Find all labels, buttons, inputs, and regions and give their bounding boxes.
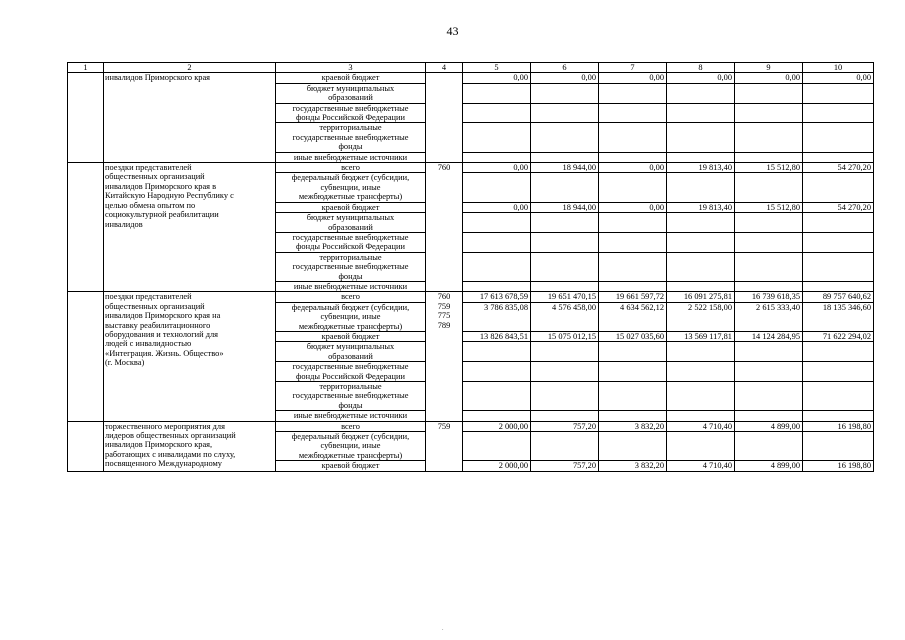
funding-source (276, 163, 426, 173)
column-number-6: 6 (531, 63, 599, 73)
amount-col-7 (599, 173, 667, 202)
funding-source-line: краевой бюджет (321, 202, 380, 212)
amount-col-10 (803, 213, 874, 233)
amount-col-8: 19 813,40 (667, 163, 735, 173)
amount-col-9: 15 512,80 (735, 163, 803, 173)
amount-col-6 (531, 342, 599, 362)
funding-source (276, 83, 426, 103)
funding-source-line: иные внебюджетные источники (293, 152, 408, 162)
description-line: инвалидов Приморского края в (105, 181, 217, 191)
amount-col-8: 4 710,40 (667, 421, 735, 431)
amount-col-5 (463, 123, 531, 152)
amount-col-7 (599, 432, 667, 461)
amount-col-9 (735, 152, 803, 162)
amount-col-7 (599, 123, 667, 152)
amount-col-7: 0,00 (599, 73, 667, 83)
amount-col-7 (599, 342, 667, 362)
funding-source-line: краевой бюджет (321, 461, 380, 471)
amount-col-6 (531, 152, 599, 162)
amount-col-7 (599, 281, 667, 291)
amount-col-5: 0,00 (463, 202, 531, 212)
amount-col-8 (667, 252, 735, 281)
amount-col-8: 19 813,40 (667, 202, 735, 212)
funding-source (276, 342, 426, 362)
amount-col-8 (667, 213, 735, 233)
amount-col-7 (599, 252, 667, 281)
funding-source-line: федеральный бюджет (субсидии, (291, 432, 410, 442)
amount-col-5 (463, 173, 531, 202)
description-line: целью обмена опытом по (105, 200, 196, 210)
row-number-cell (68, 292, 104, 421)
amount-col-10: 54 270,20 (803, 163, 874, 173)
funding-source (276, 362, 426, 382)
table-row (68, 421, 874, 431)
amount-col-10 (803, 152, 874, 162)
funding-source-line: государственные внебюджетные (292, 262, 409, 272)
amount-col-8: 0,00 (667, 73, 735, 83)
amount-col-8 (667, 362, 735, 382)
funding-source (276, 432, 426, 461)
budget-code-cell (426, 292, 463, 421)
table-row (68, 163, 874, 173)
amount-col-9: 14 124 284,95 (735, 331, 803, 341)
funding-source-line: субвенции, иные (320, 182, 381, 192)
amount-col-9: 0,00 (735, 73, 803, 83)
amount-col-10: 0,00 (803, 73, 874, 83)
amount-col-10: 16 198,80 (803, 461, 874, 471)
funding-source-line: межбюджетные трансферты) (298, 192, 403, 202)
funding-source-line: бюджет муниципальных (306, 342, 395, 352)
funding-source-line: государственные внебюджетные (292, 132, 409, 142)
description-line: инвалидов (105, 219, 143, 229)
measure-description (104, 421, 276, 471)
budget-code-cell (426, 163, 463, 292)
amount-col-6: 19 651 470,15 (531, 292, 599, 302)
row-number-cell (68, 73, 104, 163)
funding-source-line: иные внебюджетные источники (293, 281, 408, 291)
funding-source (276, 202, 426, 212)
amount-col-9: 2 615 333,40 (735, 302, 803, 331)
measure-description (104, 292, 276, 421)
amount-col-10: 71 622 294,02 (803, 331, 874, 341)
amount-col-5: 13 826 843,51 (463, 331, 531, 341)
funding-source (276, 281, 426, 291)
table-body (68, 63, 874, 472)
description-line: посвященного Международному (105, 459, 222, 469)
funding-source (276, 213, 426, 233)
amount-col-5 (463, 411, 531, 421)
funding-source-line: иные внебюджетные источники (293, 411, 408, 421)
funding-source-line: всего (341, 163, 360, 173)
amount-col-7 (599, 232, 667, 252)
funding-source-line: фонды Российской Федерации (296, 242, 405, 252)
amount-col-8: 2 522 158,00 (667, 302, 735, 331)
amount-col-9 (735, 213, 803, 233)
description-line: «Интеграция. Жизнь. Общество» (105, 348, 224, 358)
amount-col-10: 89 757 640,62 (803, 292, 874, 302)
amount-col-8 (667, 232, 735, 252)
budget-code: 760 (437, 292, 451, 302)
amount-col-5 (463, 213, 531, 233)
amount-col-7: 0,00 (599, 163, 667, 173)
funding-source (276, 331, 426, 341)
description-line: (г. Москва) (105, 358, 145, 368)
amount-col-5: 0,00 (463, 163, 531, 173)
amount-col-7: 4 634 562,12 (599, 302, 667, 331)
description-line: социокультурной реабилитации (105, 210, 219, 220)
amount-col-9: 16 739 618,35 (735, 292, 803, 302)
funding-source-line: образований (328, 351, 373, 361)
amount-col-6: 18 944,00 (531, 163, 599, 173)
amount-col-7 (599, 213, 667, 233)
amount-col-6 (531, 103, 599, 123)
amount-col-9: 4 899,00 (735, 421, 803, 431)
amount-col-7 (599, 152, 667, 162)
amount-col-5 (463, 362, 531, 382)
funding-source (276, 382, 426, 411)
amount-col-8 (667, 103, 735, 123)
amount-col-6: 4 576 458,00 (531, 302, 599, 331)
column-number-10: 10 (803, 63, 874, 73)
amount-col-10 (803, 173, 874, 202)
funding-source-line: фонды (338, 142, 363, 152)
funding-source (276, 73, 426, 83)
description-line: инвалидов Приморского края (105, 73, 211, 83)
amount-col-7: 15 027 035,60 (599, 331, 667, 341)
column-number-row (68, 63, 874, 73)
funding-source-line: образований (328, 93, 373, 103)
amount-col-5 (463, 281, 531, 291)
funding-source-line: государственные внебюджетные (292, 103, 409, 113)
amount-col-8 (667, 342, 735, 362)
amount-col-6 (531, 281, 599, 291)
amount-col-5: 2 000,00 (463, 421, 531, 431)
amount-col-7: 3 832,20 (599, 461, 667, 471)
budget-code-cell (426, 421, 463, 471)
description-line: лидеров общественных организаций (105, 431, 236, 441)
funding-source-line: федеральный бюджет (субсидии, (291, 302, 410, 312)
funding-source-line: краевой бюджет (321, 73, 380, 83)
amount-col-10 (803, 342, 874, 362)
amount-col-9 (735, 232, 803, 252)
amount-col-8 (667, 281, 735, 291)
funding-source (276, 103, 426, 123)
amount-col-10 (803, 103, 874, 123)
amount-col-8 (667, 382, 735, 411)
funding-source (276, 252, 426, 281)
amount-col-5 (463, 83, 531, 103)
amount-col-7: 0,00 (599, 202, 667, 212)
funding-source-line: государственные внебюджетные (292, 391, 409, 401)
funding-source-line: фонды (338, 271, 363, 281)
budget-code-cell (426, 73, 463, 163)
amount-col-6 (531, 173, 599, 202)
funding-source-line: образований (328, 222, 373, 232)
funding-source-line: территориальные (319, 252, 382, 262)
table-row (68, 73, 874, 83)
description-line: торжественного мероприятия для (105, 421, 225, 431)
amount-col-9 (735, 83, 803, 103)
amount-col-6 (531, 213, 599, 233)
funding-source-line: территориальные (319, 123, 382, 133)
amount-col-7 (599, 103, 667, 123)
amount-col-5 (463, 252, 531, 281)
amount-col-6 (531, 83, 599, 103)
amount-col-7: 3 832,20 (599, 421, 667, 431)
amount-col-10 (803, 362, 874, 382)
amount-col-9 (735, 252, 803, 281)
amount-col-5: 17 613 678,59 (463, 292, 531, 302)
amount-col-7 (599, 382, 667, 411)
funding-source (276, 461, 426, 471)
description-line: Китайскую Народную Республику с (105, 191, 234, 201)
funding-source-line: всего (341, 292, 360, 302)
amount-col-5: 0,00 (463, 73, 531, 83)
amount-col-5: 2 000,00 (463, 461, 531, 471)
amount-col-8 (667, 123, 735, 152)
amount-col-5 (463, 103, 531, 123)
amount-col-8: 16 091 275,81 (667, 292, 735, 302)
amount-col-6: 18 944,00 (531, 202, 599, 212)
amount-col-9 (735, 411, 803, 421)
amount-col-10 (803, 123, 874, 152)
amount-col-7 (599, 411, 667, 421)
description-line: общественных организаций (105, 301, 205, 311)
amount-col-9 (735, 103, 803, 123)
funding-source-line: фонды (338, 400, 363, 410)
row-number-cell (68, 421, 104, 471)
amount-col-8 (667, 411, 735, 421)
funding-source-line: федеральный бюджет (субсидии, (291, 173, 410, 183)
description-line: инвалидов Приморского края на (105, 311, 221, 321)
amount-col-6: 15 075 012,15 (531, 331, 599, 341)
amount-col-6: 757,20 (531, 461, 599, 471)
funding-source-line: всего (341, 421, 360, 431)
amount-col-6 (531, 362, 599, 382)
budget-code: 789 (437, 320, 451, 330)
amount-col-9: 4 899,00 (735, 461, 803, 471)
amount-col-6 (531, 411, 599, 421)
funding-source (276, 123, 426, 152)
funding-source-line: бюджет муниципальных (306, 213, 395, 223)
funding-source (276, 411, 426, 421)
table-row (68, 292, 874, 302)
funding-source (276, 302, 426, 331)
amount-col-10 (803, 281, 874, 291)
budget-code: 759 (437, 421, 451, 431)
amount-col-8: 13 569 117,81 (667, 331, 735, 341)
row-number-cell (68, 163, 104, 292)
amount-col-6: 757,20 (531, 421, 599, 431)
amount-col-10 (803, 252, 874, 281)
funding-source-line: субвенции, иные (320, 441, 381, 451)
amount-col-10 (803, 382, 874, 411)
amount-col-7: 19 661 597,72 (599, 292, 667, 302)
amount-col-5: 3 786 835,08 (463, 302, 531, 331)
funding-source (276, 232, 426, 252)
column-number-3: 3 (276, 63, 426, 73)
scan-dot: . (442, 626, 444, 632)
description-line: выставку реабилитационного (105, 320, 211, 330)
amount-col-10: 16 198,80 (803, 421, 874, 431)
column-number-4: 4 (426, 63, 463, 73)
amount-col-7 (599, 83, 667, 103)
column-number-9: 9 (735, 63, 803, 73)
funding-source-line: фонды Российской Федерации (296, 113, 405, 123)
measure-description (104, 73, 276, 163)
measure-description (104, 163, 276, 292)
amount-col-10 (803, 83, 874, 103)
description-line: инвалидов Приморского края, (105, 440, 213, 450)
funding-source-line: субвенции, иные (320, 312, 381, 322)
column-number-8: 8 (667, 63, 735, 73)
budget-code: 759 (437, 301, 451, 311)
amount-col-6 (531, 232, 599, 252)
funding-source-line: территориальные (319, 382, 382, 391)
amount-col-6 (531, 123, 599, 152)
amount-col-5 (463, 382, 531, 411)
amount-col-9 (735, 382, 803, 411)
amount-col-5 (463, 232, 531, 252)
description-line: поездки представителей (105, 163, 192, 173)
page-number: 43 (446, 24, 459, 38)
amount-col-9 (735, 281, 803, 291)
funding-source (276, 152, 426, 162)
amount-col-9 (735, 432, 803, 461)
funding-source-line: государственные внебюджетные (292, 232, 409, 242)
funding-source-line: межбюджетные трансферты) (298, 321, 403, 331)
funding-source-line: бюджет муниципальных (306, 83, 395, 93)
budget-table (67, 62, 874, 472)
amount-col-10: 54 270,20 (803, 202, 874, 212)
amount-col-9 (735, 342, 803, 362)
funding-source-line: краевой бюджет (321, 331, 380, 341)
column-number-5: 5 (463, 63, 531, 73)
amount-col-8 (667, 173, 735, 202)
funding-source-line: государственные внебюджетные (292, 362, 409, 372)
description-line: оборудования и технологий для (105, 329, 219, 339)
amount-col-9: 15 512,80 (735, 202, 803, 212)
amount-col-5 (463, 342, 531, 362)
column-number-7: 7 (599, 63, 667, 73)
amount-col-8: 4 710,40 (667, 461, 735, 471)
column-number-1: 1 (68, 63, 104, 73)
amount-col-6 (531, 432, 599, 461)
amount-col-8 (667, 83, 735, 103)
amount-col-7 (599, 362, 667, 382)
funding-source-line: фонды Российской Федерации (296, 371, 405, 381)
amount-col-6 (531, 252, 599, 281)
description-line: поездки представителей (105, 292, 192, 302)
amount-col-10 (803, 232, 874, 252)
amount-col-9 (735, 173, 803, 202)
amount-col-8 (667, 432, 735, 461)
budget-code: 775 (437, 311, 451, 321)
description-line: людей с инвалидностью (105, 339, 192, 349)
amount-col-6: 0,00 (531, 73, 599, 83)
funding-source-line: межбюджетные трансферты) (298, 450, 403, 460)
amount-col-6 (531, 382, 599, 411)
funding-source (276, 173, 426, 202)
amount-col-10 (803, 411, 874, 421)
amount-col-10: 18 135 346,60 (803, 302, 874, 331)
amount-col-5 (463, 432, 531, 461)
amount-col-9 (735, 123, 803, 152)
amount-col-10 (803, 432, 874, 461)
description-line: работающих с инвалидами по слуху, (105, 449, 236, 459)
amount-col-5 (463, 152, 531, 162)
description-line: общественных организаций (105, 172, 205, 182)
budget-code: 760 (437, 163, 451, 173)
funding-source (276, 421, 426, 431)
amount-col-8 (667, 152, 735, 162)
column-number-2: 2 (104, 63, 276, 73)
amount-col-9 (735, 362, 803, 382)
funding-source (276, 292, 426, 302)
